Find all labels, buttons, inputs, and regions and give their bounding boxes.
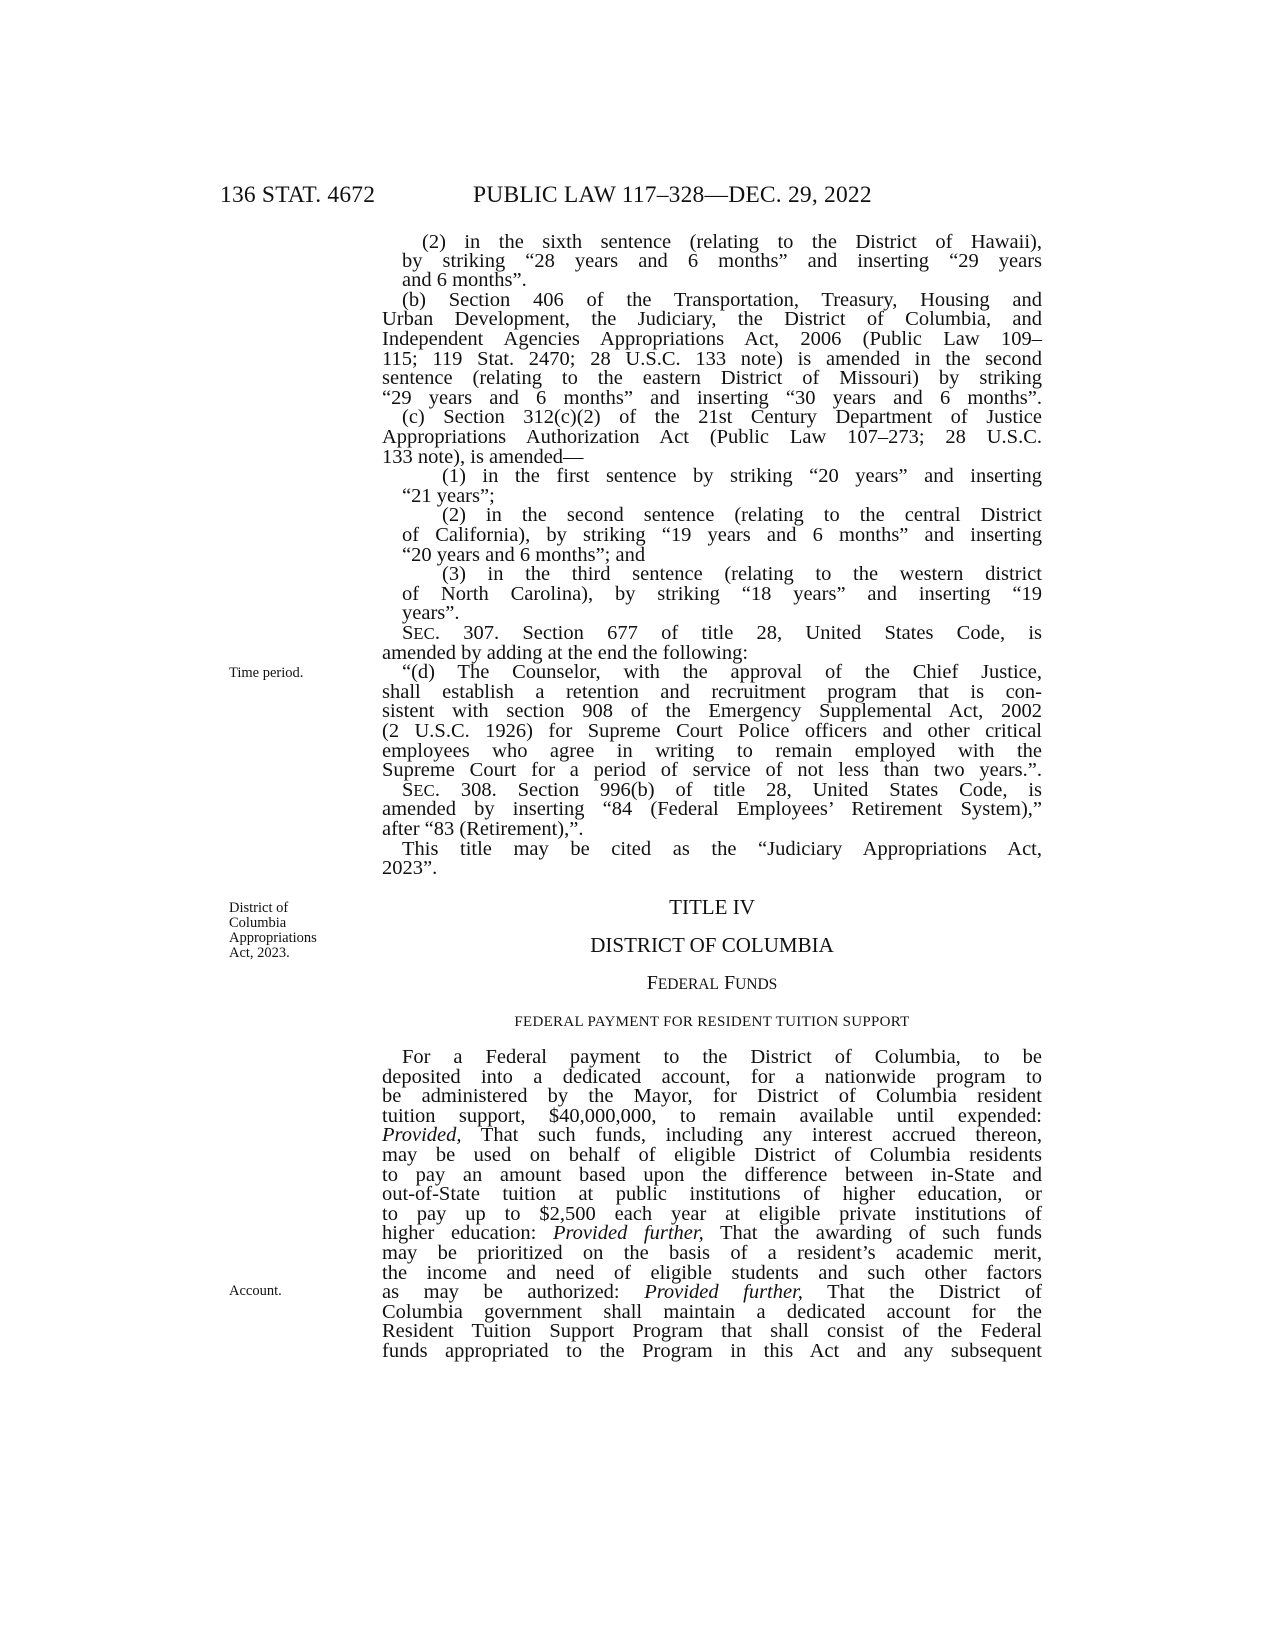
text-line: Supreme Court for a period of service of not less than two years.”. [382, 759, 1042, 781]
section-308-line: SEC. 308. Section 996(b) of title 28, United States Code, is [402, 779, 1042, 801]
subtitle-heading: DISTRICT OF COLUMBIA [590, 933, 834, 957]
text-line: to pay an amount based upon the difference between in-State and [382, 1164, 1042, 1186]
text-line: may be used on behalf of eligible District of Columbia residents [382, 1144, 1042, 1166]
text-line: Appropriations Authorization Act (Public Law 107–273; 28 U.S.C. [382, 426, 1042, 448]
margin-note-dc-act-3: Appropriations [229, 930, 317, 946]
text-line: (2) in the second sentence (relating to the central District [442, 504, 1042, 526]
text-line: of North Carolina), by striking “18 years” and inserting “19 [402, 583, 1042, 605]
text-line: amended by adding at the end the following: [382, 642, 749, 664]
text-line: by striking “28 years and 6 months” and inserting “29 years [402, 250, 1042, 272]
federal-funds-heading: FEDERAL FUNDS [646, 972, 778, 994]
text-line: “21 years”; [402, 485, 495, 507]
text-line: as may be authorized: Provided further, That the District of [382, 1281, 1042, 1303]
text-line: “(d) The Counselor, with the approval of the Chief Justice, [402, 661, 1042, 683]
text-line: to pay up to $2,500 each year at eligible private institutions of [382, 1203, 1042, 1225]
text-line: be administered by the Mayor, for District of Columbia resident [382, 1085, 1042, 1107]
text-line: deposited into a dedicated account, for a nationwide program to [382, 1066, 1042, 1088]
text-line: may be prioritized on the basis of a resident’s academic merit, [382, 1242, 1042, 1264]
text-line: Provided, That such funds, including any interest accrued thereon, [382, 1124, 1042, 1146]
title-heading: TITLE IV [669, 895, 755, 919]
section-307-line: SEC. 307. Section 677 of title 28, United States Code, is [402, 622, 1042, 644]
text-line: 2023”. [382, 857, 438, 879]
page-stat-number: 136 STAT. 4672 [220, 182, 376, 208]
text-line: after “83 (Retirement),”. [382, 818, 584, 840]
text-line: and 6 months”. [402, 269, 527, 291]
margin-note-dc-act-2: Columbia [229, 915, 287, 931]
text-line: of California), by striking “19 years and 6 months” and inserting [402, 524, 1042, 546]
text-line: Urban Development, the Judiciary, the District of Columbia, and [382, 308, 1042, 330]
text-line: higher education: Provided further, That the awarding of such funds [382, 1222, 1042, 1244]
text-line: sistent with section 908 of the Emergency Supplemental Act, 2002 [382, 700, 1042, 722]
margin-note-dc-act-4: Act, 2023. [229, 945, 290, 961]
margin-note-account: Account. [229, 1283, 282, 1299]
text-line: Independent Agencies Appropriations Act, 2006 (Public Law 109– [382, 328, 1042, 350]
text-line: shall establish a retention and recruitment program that is con- [382, 681, 1042, 703]
text-line: “29 years and 6 months” and inserting “30 years and 6 months”. [382, 387, 1042, 409]
text-line: out-of-State tuition at public institutions of higher education, or [382, 1183, 1042, 1205]
margin-note-dc-act-1: District of [229, 900, 289, 916]
text-line: employees who agree in writing to remain employed with the [382, 740, 1042, 762]
margin-note-time-period: Time period. [229, 665, 304, 681]
text-line: (2 U.S.C. 1926) for Supreme Court Police officers and other critical [382, 720, 1042, 742]
text-line: 133 note), is amended— [382, 446, 584, 468]
text-line: This title may be cited as the “Judiciary Appropriations Act, [402, 838, 1042, 860]
text-line: the income and need of eligible students and such other factors [382, 1262, 1042, 1284]
text-line: “20 years and 6 months”; and [402, 544, 646, 566]
text-line: tuition support, $40,000,000, to remain available until expended: [382, 1105, 1042, 1127]
payment-heading: FEDERAL PAYMENT FOR RESIDENT TUITION SUPPORT [514, 1014, 910, 1030]
text-line: funds appropriated to the Program in this Act and any subsequent [382, 1340, 1042, 1362]
text-line: (2) in the sixth sentence (relating to the District of Hawaii), [422, 231, 1042, 253]
text-line: For a Federal payment to the District of Columbia, to be [402, 1046, 1042, 1068]
running-header-title: PUBLIC LAW 117–328—DEC. 29, 2022 [473, 182, 872, 208]
text-line: 115; 119 Stat. 2470; 28 U.S.C. 133 note) is amended in the second [382, 348, 1042, 370]
text-line: sentence (relating to the eastern District of Missouri) by striking [382, 367, 1042, 389]
text-line: (3) in the third sentence (relating to the western district [442, 563, 1042, 585]
text-line: (c) Section 312(c)(2) of the 21st Century Department of Justice [402, 406, 1042, 428]
text-line: Columbia government shall maintain a dedicated account for the [382, 1301, 1042, 1323]
text-line: amended by inserting “84 (Federal Employees’ Retirement System),” [382, 798, 1042, 820]
text-line: (1) in the first sentence by striking “20 years” and inserting [442, 465, 1042, 487]
text-line: (b) Section 406 of the Transportation, Treasury, Housing and [402, 289, 1042, 311]
text-line: years”. [402, 602, 460, 624]
text-line: Resident Tuition Support Program that shall consist of the Federal [382, 1320, 1042, 1342]
